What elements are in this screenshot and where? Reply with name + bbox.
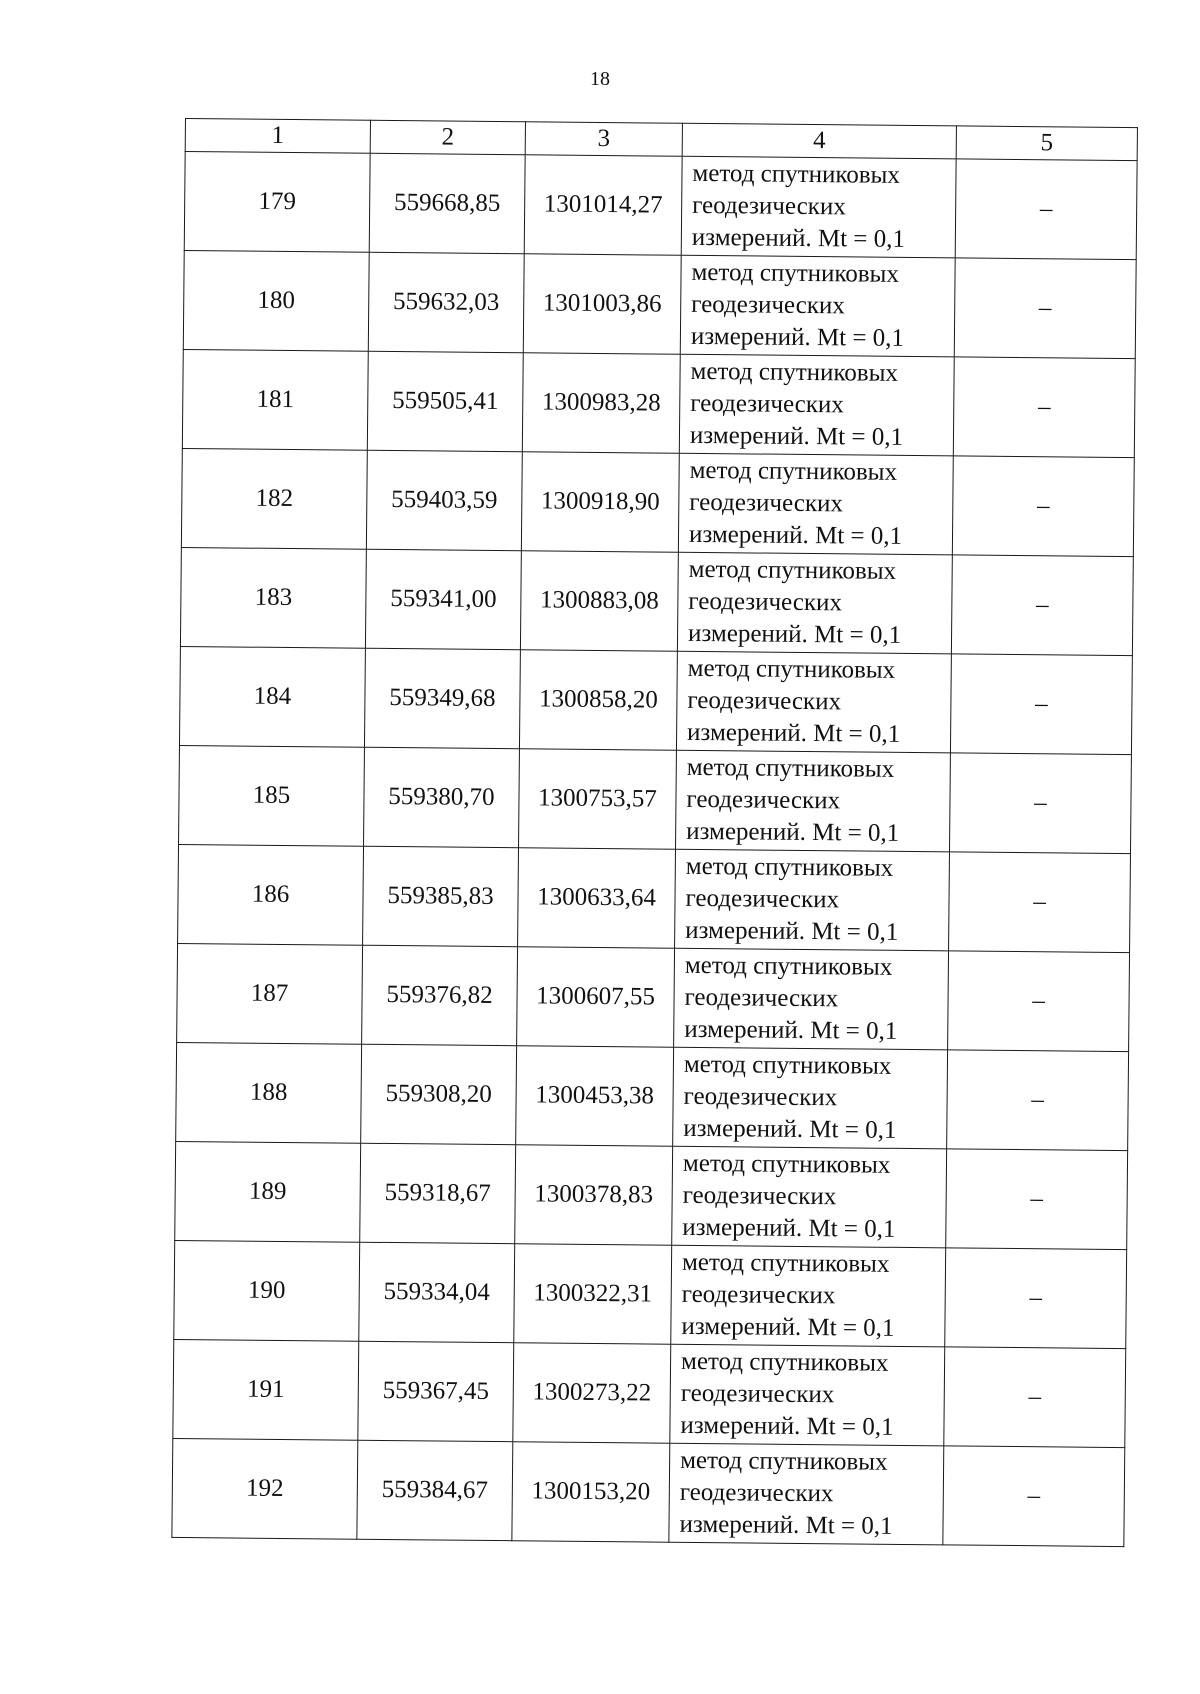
method-cell: [674, 948, 949, 1050]
point-number-cell: 186: [178, 844, 364, 945]
x-coordinate-cell: 559318,67: [360, 1143, 516, 1243]
method-line: измерений. Mt = 0,1: [690, 322, 905, 352]
table-body: [172, 152, 1137, 1547]
y-coordinate-cell: 1300607,55: [517, 947, 675, 1048]
y-coordinate-cell: 1300918,90: [521, 452, 679, 553]
method-line: измерений. Mt = 0,1: [687, 619, 902, 649]
note-cell: –: [949, 753, 1131, 854]
y-coordinate-cell: 1301014,27: [524, 155, 682, 256]
method-line: геодезических: [686, 785, 841, 815]
method-cell: [669, 1443, 944, 1545]
table-row: [174, 1240, 1127, 1348]
note-cell: –: [948, 951, 1130, 1052]
table-row: [179, 646, 1132, 754]
header-col-4: 4: [682, 123, 956, 159]
method-cell: [676, 750, 951, 852]
note-cell: –: [955, 159, 1137, 260]
method-line: геодезических: [690, 389, 845, 419]
note-cell: –: [953, 357, 1135, 458]
header-col-1: 1: [185, 119, 370, 154]
table-row: [173, 1339, 1126, 1447]
method-line: геодезических: [685, 884, 840, 914]
point-number-cell: 184: [179, 646, 365, 747]
x-coordinate-cell: 559380,70: [364, 747, 520, 847]
method-line: геодезических: [681, 1280, 836, 1310]
point-number-cell: 179: [184, 152, 370, 253]
point-number-cell: 182: [181, 448, 367, 549]
x-coordinate-cell: 559385,83: [363, 846, 519, 946]
table-row: [184, 152, 1137, 260]
y-coordinate-cell: 1300453,38: [516, 1046, 674, 1147]
y-coordinate-cell: 1300753,57: [519, 749, 677, 850]
method-line: метод спутниковых: [688, 555, 897, 585]
method-line: геодезических: [679, 1478, 834, 1508]
method-line: геодезических: [682, 1181, 837, 1211]
header-col-5: 5: [956, 126, 1137, 161]
method-line: метод спутниковых: [689, 456, 898, 486]
x-coordinate-cell: 559308,20: [361, 1044, 517, 1144]
header-col-3: 3: [525, 122, 682, 157]
header-col-2: 2: [370, 120, 525, 154]
y-coordinate-cell: 1300153,20: [512, 1442, 670, 1543]
note-cell: –: [943, 1446, 1125, 1547]
method-line: метод спутниковых: [692, 159, 901, 189]
method-cell: [672, 1146, 947, 1248]
note-cell: –: [954, 258, 1136, 359]
method-line: измерений. Mt = 0,1: [682, 1213, 896, 1243]
y-coordinate-cell: 1300983,28: [522, 353, 680, 454]
method-line: метод спутниковых: [682, 1149, 891, 1179]
y-coordinate-cell: 1300883,08: [520, 551, 678, 652]
table-row: [172, 1438, 1125, 1546]
note-cell: –: [944, 1347, 1126, 1448]
method-line: измерений. Mt = 0,1: [679, 1510, 893, 1540]
note-cell: –: [946, 1149, 1128, 1250]
method-line: метод спутниковых: [680, 1446, 888, 1476]
table-row: [178, 844, 1131, 952]
method-line: метод спутниковых: [681, 1248, 890, 1278]
x-coordinate-cell: 559384,67: [357, 1440, 513, 1540]
method-line: измерений. Mt = 0,1: [686, 817, 900, 847]
method-line: метод спутниковых: [685, 852, 894, 882]
x-coordinate-cell: 559349,68: [364, 648, 520, 748]
method-line: метод спутниковых: [687, 654, 896, 684]
point-number-cell: 192: [172, 1438, 358, 1539]
y-coordinate-cell: 1300378,83: [515, 1145, 673, 1246]
table-row: [177, 943, 1130, 1051]
x-coordinate-cell: 559632,03: [368, 252, 524, 352]
method-line: геодезических: [688, 587, 843, 617]
method-cell: [677, 552, 952, 654]
method-line: метод спутниковых: [690, 357, 899, 387]
method-line: метод спутниковых: [680, 1347, 889, 1377]
note-cell: –: [945, 1248, 1127, 1349]
y-coordinate-cell: 1301003,86: [523, 254, 681, 355]
table-row: [176, 1042, 1129, 1150]
method-line: метод спутниковых: [684, 951, 893, 981]
method-line: геодезических: [692, 191, 846, 221]
point-number-cell: 181: [182, 349, 368, 450]
x-coordinate-cell: 559334,04: [359, 1242, 515, 1342]
point-number-cell: 180: [183, 250, 369, 351]
method-line: измерений. Mt = 0,1: [680, 1411, 894, 1441]
method-cell: [670, 1344, 945, 1446]
method-cell: [676, 651, 951, 753]
x-coordinate-cell: 559505,41: [367, 351, 523, 451]
coordinates-table: [171, 118, 1138, 1547]
point-number-cell: 188: [176, 1042, 362, 1143]
point-number-cell: 185: [179, 745, 365, 846]
method-line: измерений. Mt = 0,1: [686, 718, 901, 748]
page-number: 18: [590, 68, 610, 90]
method-line: метод спутниковых: [686, 753, 895, 783]
point-number-cell: 191: [173, 1339, 359, 1440]
x-coordinate-cell: 559403,59: [366, 450, 522, 550]
method-cell: [681, 156, 956, 258]
table-row: [179, 745, 1132, 853]
y-coordinate-cell: 1300858,20: [519, 650, 677, 751]
x-coordinate-cell: 559341,00: [365, 549, 521, 649]
note-cell: –: [952, 456, 1134, 557]
method-line: измерений. Mt = 0,1: [689, 421, 904, 451]
method-line: измерений. Mt = 0,1: [681, 1312, 895, 1342]
method-line: метод спутниковых: [683, 1050, 892, 1080]
method-cell: [679, 354, 954, 456]
method-line: геодезических: [680, 1379, 835, 1409]
method-cell: [673, 1047, 948, 1149]
point-number-cell: 187: [177, 943, 363, 1044]
table-row: [181, 448, 1134, 556]
table-row: [183, 250, 1136, 358]
point-number-cell: 190: [174, 1240, 360, 1341]
method-line: измерений. Mt = 0,1: [683, 1114, 897, 1144]
x-coordinate-cell: 559668,85: [369, 153, 525, 253]
method-cell: [680, 255, 955, 357]
y-coordinate-cell: 1300633,64: [518, 848, 676, 949]
method-line: геодезических: [691, 290, 845, 320]
y-coordinate-cell: 1300322,31: [514, 1244, 672, 1345]
point-number-cell: 189: [175, 1141, 361, 1242]
method-line: измерений. Mt = 0,1: [691, 223, 906, 253]
method-cell: [675, 849, 950, 951]
point-number-cell: 183: [180, 547, 366, 648]
x-coordinate-cell: 559376,82: [362, 945, 518, 1045]
note-cell: –: [947, 1050, 1129, 1151]
table-row: [182, 349, 1135, 457]
method-line: метод спутниковых: [691, 258, 900, 288]
x-coordinate-cell: 559367,45: [358, 1341, 514, 1441]
method-line: геодезических: [687, 686, 842, 716]
method-line: измерений. Mt = 0,1: [688, 520, 903, 550]
method-cell: [678, 453, 953, 555]
note-cell: –: [951, 555, 1133, 656]
method-line: геодезических: [684, 983, 839, 1013]
note-cell: –: [950, 654, 1132, 755]
method-cell: [671, 1245, 946, 1347]
method-line: геодезических: [683, 1082, 838, 1112]
method-line: измерений. Mt = 0,1: [684, 1015, 898, 1045]
method-line: геодезических: [689, 488, 844, 518]
method-line: измерений. Mt = 0,1: [685, 916, 899, 946]
y-coordinate-cell: 1300273,22: [513, 1343, 671, 1444]
table-row: [175, 1141, 1128, 1249]
table-row: [180, 547, 1133, 655]
note-cell: –: [949, 852, 1131, 953]
